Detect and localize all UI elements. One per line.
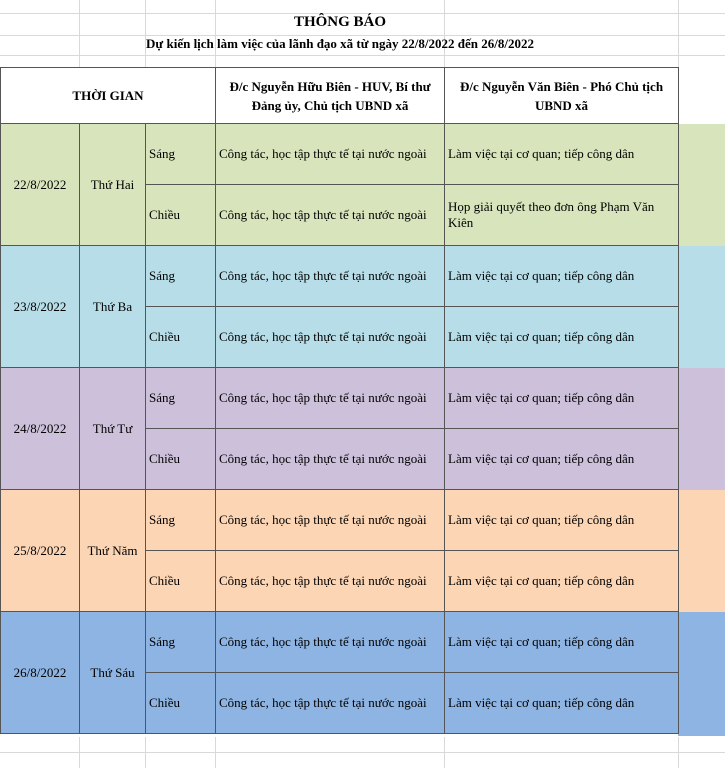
leader-2-activity: Làm việc tại cơ quan; tiếp công dân — [445, 551, 679, 612]
notice-subtitle: Dự kiến lịch làm việc của lãnh đạo xã từ ngày 22/8/2022 đến 26/8/2022 — [146, 36, 534, 51]
date-cell: 24/8/2022 — [1, 368, 80, 490]
leader-2-activity: Làm việc tại cơ quan; tiếp công dân — [445, 490, 679, 551]
leader-1-activity: Công tác, học tập thực tế tại nước ngoài — [216, 307, 445, 368]
period-cell: Chiều — [146, 185, 216, 246]
leader-2-activity: Làm việc tại cơ quan; tiếp công dân — [445, 124, 679, 185]
period-cell: Chiều — [146, 551, 216, 612]
table-row — [1, 124, 679, 185]
leader-1-activity: Công tác, học tập thực tế tại nước ngoài — [216, 551, 445, 612]
row-fill-strip — [678, 124, 725, 246]
row-fill-strip — [678, 490, 725, 612]
weekday-cell: Thứ Sáu — [80, 612, 146, 734]
date-cell: 22/8/2022 — [1, 124, 80, 246]
weekday-cell: Thứ Ba — [80, 246, 146, 368]
row-fill-strip — [678, 368, 725, 490]
period-cell: Chiều — [146, 673, 216, 734]
table-row — [1, 490, 679, 551]
header-leader-1: Đ/c Nguyễn Hữu Biên - HUV, Bí thư Đảng ủy, Chủ tịch UBND xã — [216, 68, 445, 124]
period-cell: Sáng — [146, 246, 216, 307]
table-row — [1, 368, 679, 429]
leader-2-activity: Làm việc tại cơ quan; tiếp công dân — [445, 673, 679, 734]
leader-1-activity: Công tác, học tập thực tế tại nước ngoài — [216, 185, 445, 246]
period-cell: Sáng — [146, 368, 216, 429]
leader-2-activity: Làm việc tại cơ quan; tiếp công dân — [445, 246, 679, 307]
weekday-cell: Thứ Hai — [80, 124, 146, 246]
leader-1-activity: Công tác, học tập thực tế tại nước ngoài — [216, 612, 445, 673]
weekday-cell: Thứ Tư — [80, 368, 146, 490]
header-leader-2: Đ/c Nguyễn Văn Biên - Phó Chủ tịch UBND xã — [445, 68, 679, 124]
notice-title: THÔNG BÁO — [293, 14, 387, 30]
date-cell: 26/8/2022 — [1, 612, 80, 734]
leader-2-activity: Làm việc tại cơ quan; tiếp công dân — [445, 307, 679, 368]
period-cell: Sáng — [146, 124, 216, 185]
leader-1-activity: Công tác, học tập thực tế tại nước ngoài — [216, 368, 445, 429]
period-cell: Chiều — [146, 307, 216, 368]
period-cell: Sáng — [146, 612, 216, 673]
schedule-table — [0, 67, 679, 734]
leader-2-activity: Làm việc tại cơ quan; tiếp công dân — [445, 368, 679, 429]
leader-1-activity: Công tác, học tập thực tế tại nước ngoài — [216, 490, 445, 551]
row-fill-strip — [678, 612, 725, 736]
leader-2-activity: Làm việc tại cơ quan; tiếp công dân — [445, 429, 679, 490]
leader-2-activity: Làm việc tại cơ quan; tiếp công dân — [445, 612, 679, 673]
table-row — [1, 612, 679, 673]
weekday-cell: Thứ Năm — [80, 490, 146, 612]
leader-2-activity: Họp giải quyết theo đơn ông Phạm Văn Kiên — [445, 185, 679, 246]
table-row — [1, 246, 679, 307]
header-time: THỜI GIAN — [1, 68, 216, 124]
leader-1-activity: Công tác, học tập thực tế tại nước ngoài — [216, 673, 445, 734]
row-fill-strip — [678, 246, 725, 368]
date-cell: 23/8/2022 — [1, 246, 80, 368]
leader-1-activity: Công tác, học tập thực tế tại nước ngoài — [216, 124, 445, 185]
period-cell: Sáng — [146, 490, 216, 551]
period-cell: Chiều — [146, 429, 216, 490]
leader-1-activity: Công tác, học tập thực tế tại nước ngoài — [216, 429, 445, 490]
leader-1-activity: Công tác, học tập thực tế tại nước ngoài — [216, 246, 445, 307]
date-cell: 25/8/2022 — [1, 490, 80, 612]
